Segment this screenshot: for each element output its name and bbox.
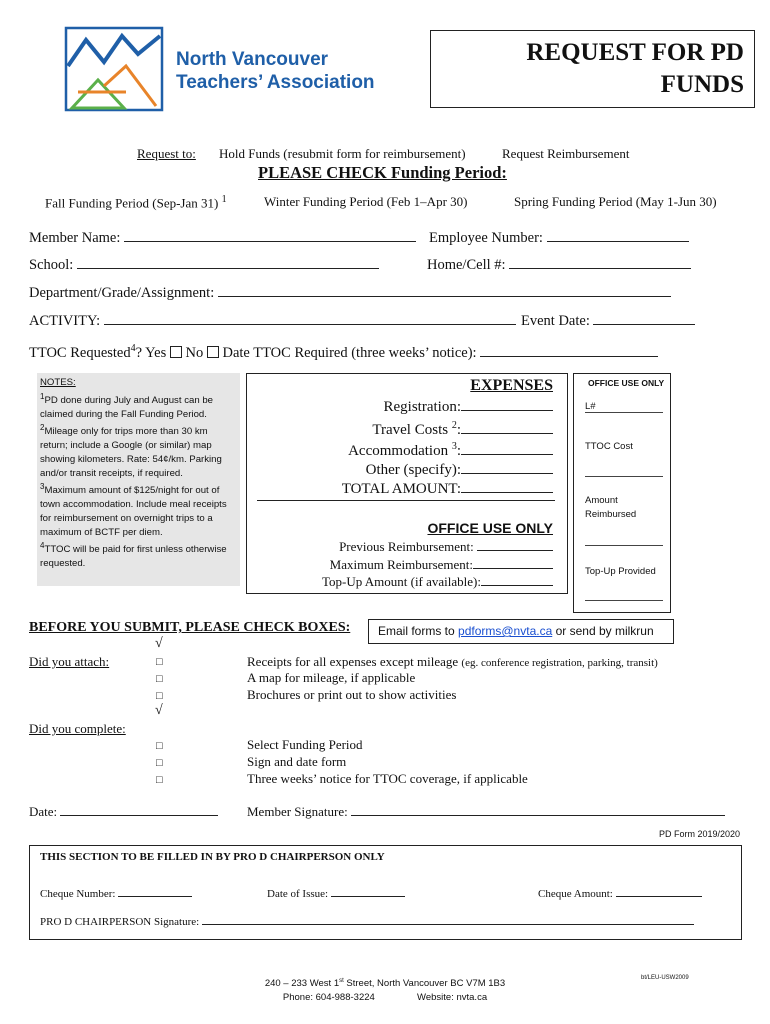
complete-item-1: Select Funding Period xyxy=(247,737,363,752)
notes-panel: NOTES: $^1$PD done during July and August can be claimed during the Fall Funding Period. $^2$Mileage only for trips more than 30 km return; include a Google (or similar) map showing kilometers. Rate: 54¢/km. Parking and/or transit receipts, if required. $^3$Maximum amount of $125/night for out of town accommodation. Include meal receipts for reimbursement on overnight trips to a maximum of BCTF per diem. $^4$TTOC will be paid for first unless otherwise requested. xyxy=(37,373,240,586)
expenses-box: EXPENSES Registration: Travel Costs $^2$: Accommodation $^3$: Other (specify): TOTAL AMOUNT: OFFICE USE ONLY Previous Reimbursement: Maximum Reimbursement: Top-Up Amount (if available): xyxy=(246,373,568,594)
travel-costs-field[interactable]: Travel Costs $^2$: xyxy=(372,420,553,439)
pdforms-email-link[interactable]: pdforms@nvta.ca xyxy=(458,624,553,638)
date-ttoc-field[interactable] xyxy=(480,345,658,357)
checklist-heading: BEFORE YOU SUBMIT, PLEASE CHECK BOXES: xyxy=(29,620,351,635)
chairperson-section: THIS SECTION TO BE FILLED IN BY PRO D CHAIRPERSON ONLY Cheque Number: Date of Issue: Cheque Amount: PRO D CHAIRPERSON Signature: xyxy=(29,845,742,940)
home-cell-field[interactable]: Home/Cell #: xyxy=(427,257,691,274)
cheque-number-field[interactable]: Cheque Number: xyxy=(40,885,192,900)
nvta-logo xyxy=(64,26,164,112)
complete-checkbox-2[interactable]: □ xyxy=(156,757,163,769)
funding-period-heading: PLEASE CHECK Funding Period: xyxy=(258,163,507,182)
maximum-reimbursement-field[interactable]: Maximum Reimbursement: xyxy=(330,557,553,573)
topup-amount-field[interactable]: Top-Up Amount (if available): xyxy=(322,574,553,590)
attach-item-3: Brochures or print out to show activities xyxy=(247,687,457,702)
hold-funds-option[interactable]: Hold Funds (resubmit form for reimbursement) xyxy=(219,146,466,161)
expenses-divider xyxy=(257,500,555,501)
activity-field[interactable]: ACTIVITY: xyxy=(29,313,516,330)
email-instructions: Email forms to pdforms@nvta.ca or send by milkrun xyxy=(368,619,674,644)
attach-checkbox-2[interactable]: □ xyxy=(156,673,163,685)
employee-number-field[interactable]: Employee Number: xyxy=(429,230,689,247)
union-code: bt/LEU-USW2009 xyxy=(641,975,689,981)
registration-field[interactable]: Registration: xyxy=(384,399,554,416)
ttoc-requested-row: TTOC Requested$^4$? Yes No Date TTOC Required (three weeks’ notice): xyxy=(29,343,658,362)
ttoc-yes-checkbox[interactable] xyxy=(170,346,182,358)
footer-address: 240 – 233 West 1st Street, North Vancouver BC V7M 1B3 Phone: 604-988-3224 Website: nvta.ca xyxy=(264,978,506,1004)
total-amount-field[interactable]: TOTAL AMOUNT: xyxy=(342,481,553,498)
other-field[interactable]: Other (specify): xyxy=(366,462,553,479)
previous-reimbursement-field[interactable]: Previous Reimbursement: xyxy=(339,539,553,555)
org-name: North Vancouver Teachers’ Association xyxy=(176,49,375,93)
attach-item-2: A map for mileage, if applicable xyxy=(247,670,416,685)
office-use-box: OFFICE USE ONLY L# TTOC Cost Amount Reimbursed Top-Up Provided xyxy=(573,373,671,613)
attach-label: Did you attach: xyxy=(29,654,110,669)
fall-funding-option[interactable]: Fall Funding Period (Sep-Jan 31) $^1$ xyxy=(45,194,227,211)
attach-item-1: Receipts for all expenses except mileage (eg. conference registration, parking, transit) xyxy=(247,654,658,669)
date-field[interactable]: Date: xyxy=(29,804,218,820)
complete-item-3: Three weeks’ notice for TTOC coverage, if applicable xyxy=(247,771,528,786)
member-signature-field[interactable]: Member Signature: xyxy=(247,804,725,820)
complete-label: Did you complete: xyxy=(29,721,126,736)
spring-funding-option[interactable]: Spring Funding Period (May 1-Jun 30) xyxy=(514,194,717,209)
attach-checkbox-1[interactable]: □ xyxy=(156,656,163,668)
school-field[interactable]: School: xyxy=(29,257,379,274)
member-name-field[interactable]: Member Name: xyxy=(29,230,416,247)
winter-funding-option[interactable]: Winter Funding Period (Feb 1–Apr 30) xyxy=(264,194,468,209)
form-title: REQUEST FOR PD FUNDS xyxy=(430,30,755,108)
form-id: PD Form 2019/2020 xyxy=(658,829,740,839)
date-of-issue-field[interactable]: Date of Issue: xyxy=(267,885,405,900)
ttoc-no-checkbox[interactable] xyxy=(207,346,219,358)
cheque-amount-field[interactable]: Cheque Amount: xyxy=(538,885,702,900)
check-mark-icon: √ xyxy=(155,703,163,718)
accommodation-field[interactable]: Accommodation $^3$: xyxy=(348,441,553,460)
event-date-field[interactable]: Event Date: xyxy=(521,313,695,330)
complete-item-2: Sign and date form xyxy=(247,754,347,769)
request-to-label: Request to: xyxy=(137,146,196,161)
attach-checkbox-3[interactable]: □ xyxy=(156,690,163,702)
complete-checkbox-3[interactable]: □ xyxy=(156,774,163,786)
request-reimbursement-option[interactable]: Request Reimbursement xyxy=(502,146,630,161)
chairperson-signature-field[interactable]: PRO D CHAIRPERSON Signature: xyxy=(40,913,694,928)
complete-checkbox-1[interactable]: □ xyxy=(156,740,163,752)
department-field[interactable]: Department/Grade/Assignment: xyxy=(29,285,671,302)
check-mark-icon: √ xyxy=(155,636,163,651)
